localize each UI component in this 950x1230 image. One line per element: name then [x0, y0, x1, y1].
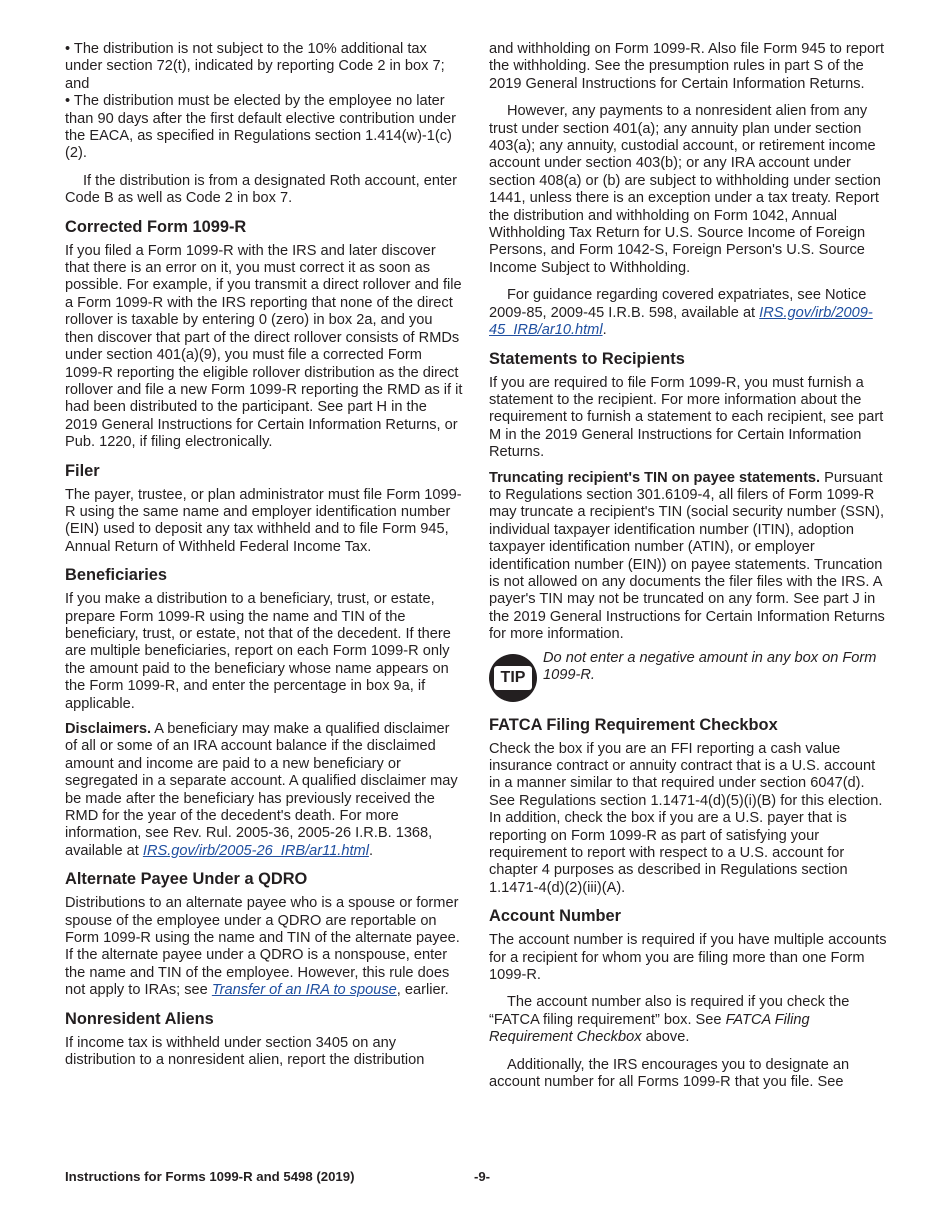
roth-account-paragraph: If the distribution is from a designated Roth account, enter Code B as well as Code 2 in box 7. [65, 172, 457, 207]
qdro-heading: Alternate Payee Under a QDRO [65, 870, 308, 889]
account-para2-start: The account number also is required if you check the “FATCA filing requirement” box. See [489, 994, 850, 1028]
truncating-paragraph [489, 470, 887, 644]
account-number-paragraph-3: Additionally, the IRS encourages you to designate an account number for all Forms 1099-R that you file. See [489, 1056, 850, 1091]
disclaimers-text: A beneficiary may make a qualified disclaimer of all or some of an IRA account balance if the disclaimed amount and income are paid to a new beneficiary or segregated in a separate account. A qualified disclaimer may be made after the beneficiary has previously received the RMD for the year of the decedent's death. For more information, see Rev. Rul. 2005-36, 2005-26 I.R.B. 1368, available at [65, 721, 458, 859]
qdro-paragraph [65, 895, 463, 999]
transfer-ira-spouse-link[interactable]: Transfer of an IRA to spouse [211, 982, 397, 999]
tip-text: Do not enter a negative amount in any box on Form 1099-R. [543, 649, 877, 683]
nonresident-aliens-paragraph: If income tax is withheld under section 3405 on any distribution to a nonresident alien, report the distribution [65, 1034, 425, 1069]
account-number-heading: Account Number [489, 907, 622, 926]
irs-irb-2009-45-link[interactable]: IRS.gov/irb/2009-45_IRB/ar10.html [489, 304, 873, 339]
tip-badge-label: TIP [494, 666, 532, 690]
beneficiaries-heading: Beneficiaries [65, 566, 168, 585]
bullet-not-subject-to-additional-tax: • The distribution is not subject to the 10% additional tax under section 72(t), indicated by reporting Code 2 in box 7; and [65, 41, 445, 92]
statements-heading: Statements to Recipients [489, 349, 685, 368]
fatca-reference: FATCA Filing Requirement Checkbox [489, 1011, 810, 1046]
expat-end: . [602, 322, 607, 339]
qdro-end: , earlier. [396, 982, 449, 999]
footer-title: Instructions for Forms 1099-R and 5498 (2019) [65, 1169, 355, 1184]
disclaimers-label: Disclaimers. [65, 721, 151, 737]
corrected-form-heading: Corrected Form 1099-R [65, 217, 247, 236]
truncating-label: Truncating recipient's TIN on payee statements. [489, 469, 821, 486]
expat-text: For guidance regarding covered expatriates, see Notice 2009-85, 2009-45 I.R.B. 598, available at [489, 287, 867, 321]
truncating-text: Pursuant to Regulations section 301.6109-4, all filers of Form 1099-R may truncate a recipient's TIN (social security number (SSN), individual taxpayer identification number (ITIN), adoption taxpayer identification number (ATIN), or employer identification number (EIN)) on payee statements. Truncation is not allowed on any documents the filer files with the IRS. A payer's TIN may not be truncated on any form. See part J in the 2019 General Instructions for Certain Information Returns for more information. [489, 469, 885, 643]
bullet-elected-by-employee: • The distribution must be elected by the employee no later than 90 days after the first default elective contribution under the EACA, as specified in Regulations section 1.414(w)-1(c)(2). [65, 93, 457, 162]
fatca-heading: FATCA Filing Requirement Checkbox [489, 715, 778, 734]
right-column [489, 41, 887, 1092]
fatca-paragraph: Check the box if you are an FFI reporting a cash value insurance contract or annuity contract that is a U.S. account in a manner similar to that required under section 6047(d). See Regulations section 1.1471-4(d)(5)(i)(B) for this election. In addition, check the box if you are a U.S. payer that is reporting on Form 1099-R as part of satisfying your requirement to report with respect to a U.S. account for chapter 4 purposes as described in Regulations section 1.1471-4(d)(2)(iii)(A). [489, 740, 883, 896]
withholding-continuation-paragraph: and withholding on Form 1099-R. Also file Form 945 to report the withholding. See the presumption rules in part S of the 2019 General Instructions for Certain Information Returns. [489, 41, 885, 92]
account-number-paragraph-1: The account number is required if you have multiple accounts for a recipient for whom you are filing more than one Form 1099-R. [489, 932, 887, 984]
left-column [65, 41, 463, 1070]
statements-paragraph: If you are required to file Form 1099-R, you must furnish a statement to the recipient. For more information about the requirement to furnish a statement to each recipient, see part M in the 2019 General Instructions for Certain Information Returns. [489, 374, 884, 461]
covered-expatriates-paragraph [489, 287, 887, 339]
disclaimers-end: . [368, 842, 373, 859]
corrected-form-paragraph: If you filed a Form 1099-R with the IRS and later discover that there is an error on it, you must correct it as soon as possible. For example, if you transmit a direct rollover and file a Form 1099-R with the IRS reporting that none of the direct rollover is taxable by entering 0 (zero) in box 2a, and you then discover that part of the direct rollover consists of RMDs under section 401(a)(9), you must file a corrected Form 1099-R reporting the eligible rollover distribution as the direct rollover and file a new Form 1099-R reporting the RMD as if it had been distributed to the participant. See part H in the 2019 General Instructions for Certain Information Returns, or Pub. 1220, if filing electronically. [65, 242, 463, 451]
irs-irb-2005-26-link[interactable]: IRS.gov/irb/2005-26_IRB/ar11.html [142, 842, 369, 859]
account-para2-end: above. [641, 1029, 690, 1046]
however-payments-paragraph: However, any payments to a nonresident alien from any trust under section 401(a); any annuity plan under section 403(a); any annuity, custodial account, or retirement income account under section 403(b); or any IRA account under section 408(a) or (b) are subject to withholding under section 1441, unless there is an exception under a tax treaty. Report the distribution and withholding on Form 1042, Annual Withholding Tax Return for U.S. Source Income of Foreign Persons, and Form 1042-S, Foreign Person's U.S. Source Income Subject to Withholding. [489, 103, 881, 276]
filer-paragraph: The payer, trustee, or plan administrator must file Form 1099-R using the same name and employer identification number (EIN) used to deposit any tax withheld and to file Form 945, Annual Return of Withheld Federal Income Tax. [65, 486, 462, 555]
nonresident-aliens-heading: Nonresident Aliens [65, 1009, 214, 1028]
filer-heading: Filer [65, 461, 100, 480]
disclaimers-paragraph [65, 721, 463, 860]
tip-icon [489, 654, 537, 702]
tip-box [489, 650, 887, 706]
account-number-paragraph-2 [489, 994, 887, 1046]
qdro-text: Distributions to an alternate payee who is a spouse or former spouse of the employee under a QDRO are reportable on Form 1099-R using the name and TIN of the alternate payee. If the alternate payee under a QDRO is a nonspouse, enter the name and TIN of the employee. However, this rule does not apply to IRAs; see [65, 895, 460, 999]
page-number: -9- [473, 1169, 491, 1184]
beneficiaries-paragraph: If you make a distribution to a beneficiary, trust, or estate, prepare Form 1099-R using the name and TIN of the beneficiary, trust, or estate, not that of the decedent. If there are multiple beneficiaries, report on each Form 1099-R only the amount paid to the beneficiary whose name appears on the Form 1099-R, and enter the percentage in box 9a, if applicable. [65, 591, 451, 712]
